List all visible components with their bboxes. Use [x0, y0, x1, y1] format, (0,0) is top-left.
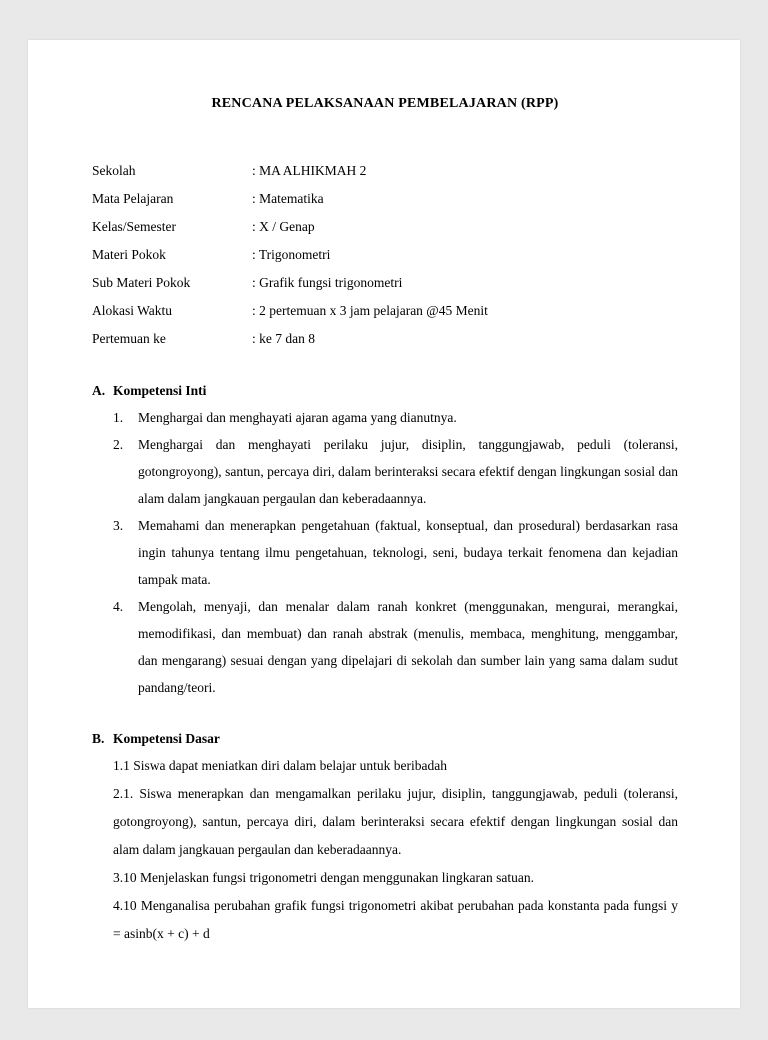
metadata-row-materi-pokok	[92, 241, 678, 268]
section-kompetensi-dasar	[92, 725, 678, 948]
metadata-label: Alokasi Waktu	[92, 303, 173, 318]
list-number: 4.	[113, 599, 124, 614]
list-item-text: Menghargai dan menghayati ajaran agama yang dianutnya.	[138, 410, 457, 425]
section-a-heading	[92, 377, 678, 404]
kompetensi-dasar-item-3: 3.10 Menjelaskan fungsi trigonometri dengan menggunakan lingkaran satuan.	[113, 870, 535, 885]
kompetensi-inti-item-2	[92, 431, 678, 512]
metadata-row-pertemuan-ke	[92, 325, 678, 352]
metadata-row-mata-pelajaran	[92, 185, 678, 212]
document-page	[28, 40, 740, 1008]
kompetensi-dasar-list	[92, 752, 678, 948]
section-a-title: Kompetensi Inti	[113, 383, 207, 398]
list-number: 2.	[113, 437, 124, 452]
metadata-value: : MA ALHIKMAH 2	[252, 163, 367, 178]
metadata-label: Kelas/Semester	[92, 219, 176, 234]
kompetensi-dasar-item-2: 2.1. Siswa menerapkan dan mengamalkan perilaku jujur, disiplin, tanggungjawab, peduli (toleransi, gotongroyong), santun, percaya diri, dalam berinteraksi secara efektif dengan lingkungan sosial dan alam dalam jangkauan pergaulan dan keberadaannya.	[113, 786, 678, 857]
metadata-row-kelas-semester	[92, 213, 678, 240]
kompetensi-inti-item-4	[92, 593, 678, 701]
list-number: 1.	[113, 410, 124, 425]
section-b-title: Kompetensi Dasar	[113, 731, 220, 746]
document-title: RENCANA PELAKSANAAN PEMBELAJARAN (RPP)	[211, 96, 559, 111]
list-item-text: Memahami dan menerapkan pengetahuan (faktual, konseptual, dan prosedural) berdasarkan rasa ingin tahunya tentang ilmu pengetahuan, teknologi, seni, budaya terkait fenomena dan kejadian tampak mata.	[138, 518, 678, 587]
metadata-label: Materi Pokok	[92, 247, 166, 262]
metadata-value: : Matematika	[252, 191, 324, 206]
metadata-value: : X / Genap	[252, 219, 315, 234]
metadata-row-sub-materi-pokok	[92, 269, 678, 296]
kompetensi-dasar-item-1: 1.1 Siswa dapat meniatkan diri dalam belajar untuk beribadah	[113, 758, 448, 773]
metadata-value: : ke 7 dan 8	[252, 331, 315, 346]
list-item-text: Menghargai dan menghayati perilaku jujur, disiplin, tanggungjawab, peduli (toleransi, gotongroyong), santun, percaya diri, dalam berinteraksi secara efektif dengan lingkungan sosial dan alam dalam jangkauan pergaulan dan keberadaannya.	[138, 437, 678, 506]
metadata-value: : 2 pertemuan x 3 jam pelajaran @45 Menit	[252, 303, 488, 318]
metadata-block	[92, 157, 678, 352]
metadata-label: Sub Materi Pokok	[92, 275, 191, 290]
metadata-label: Mata Pelajaran	[92, 191, 174, 206]
metadata-value: : Grafik fungsi trigonometri	[252, 275, 403, 290]
section-kompetensi-inti	[92, 377, 678, 701]
section-b-marker: B.	[92, 731, 105, 746]
section-a-marker: A.	[92, 383, 106, 398]
list-number: 3.	[113, 518, 124, 533]
kompetensi-inti-item-1	[92, 404, 678, 431]
list-item-text: Mengolah, menyaji, dan menalar dalam ranah konkret (menggunakan, mengurai, merangkai, memodifikasi, dan membuat) dan ranah abstrak (menulis, membaca, menghitung, menggambar, dan mengarang) sesuai dengan yang dipelajari di sekolah dan sumber lain yang sama dalam sudut pandang/teori.	[138, 599, 678, 695]
metadata-label: Sekolah	[92, 163, 136, 178]
kompetensi-inti-item-3	[92, 512, 678, 593]
kompetensi-dasar-item-4: 4.10 Menganalisa perubahan grafik fungsi trigonometri akibat perubahan pada konstanta pada fungsi y = asinb(x + c) + d	[113, 898, 678, 941]
metadata-row-sekolah	[92, 157, 678, 184]
section-b-heading	[92, 725, 678, 752]
metadata-row-alokasi-waktu	[92, 297, 678, 324]
metadata-value: : Trigonometri	[252, 247, 331, 262]
metadata-label: Pertemuan ke	[92, 331, 166, 346]
